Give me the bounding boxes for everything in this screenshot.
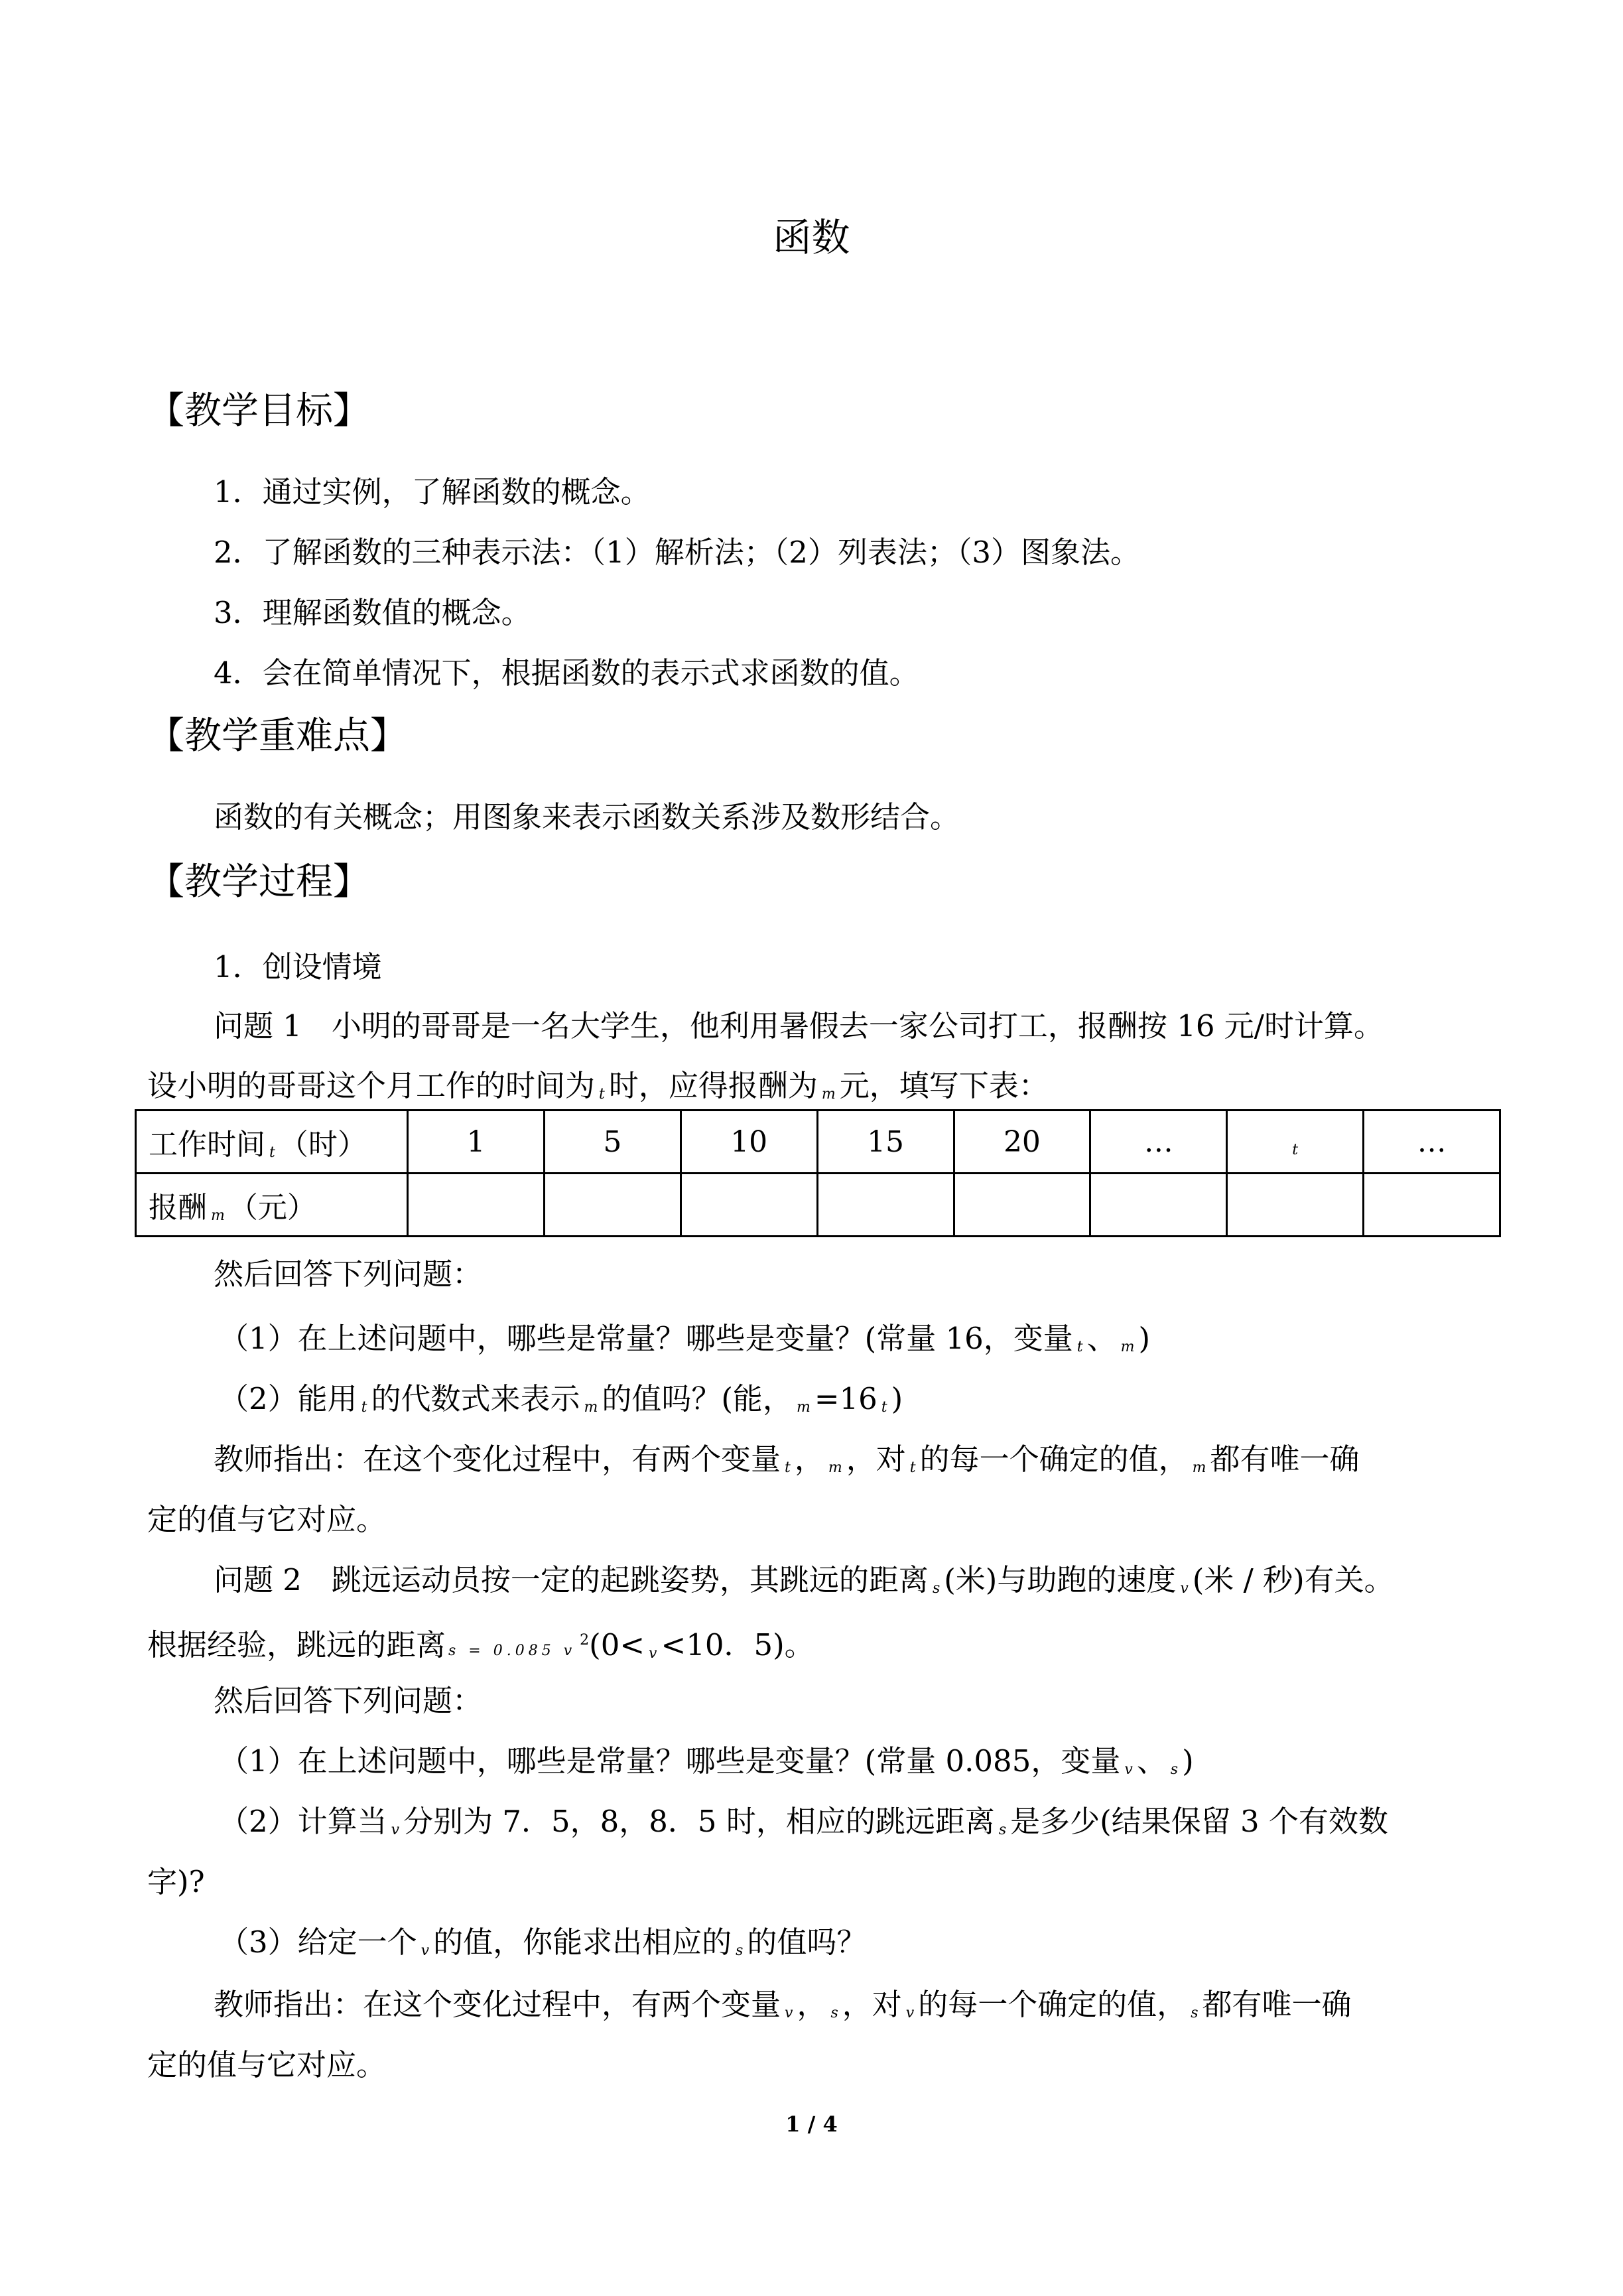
table-cell: t — [1227, 1111, 1364, 1174]
problem2-line1: 问题 2 跳远运动员按一定的起跳姿势，其跳远的距离 s (米)与助跑的速度 v (米 / 秒)有关。 — [214, 1562, 1394, 1597]
wage-table — [135, 1109, 1501, 1237]
goal-item-4: 4．会在简单情况下，根据函数的表示式求函数的值。 — [214, 655, 919, 691]
problem2-line2: 根据经验，跳远的距离 s = 0.085 $v^2(0< v <10$．5)。 — [147, 1627, 814, 1662]
problem2-teacher-note-cont: 定的值与它对应。 — [147, 2047, 387, 2082]
table-cell: 15 — [817, 1111, 954, 1174]
table-cell-empty — [1364, 1174, 1500, 1237]
problem1-line2: 设小明的哥哥这个月工作的时间为 t 时，应得报酬为 m 元，填写下表： — [147, 1068, 1049, 1103]
goal-item-1: 1．通过实例，了解函数的概念。 — [214, 474, 651, 509]
section-heading-process: 【教学过程】 — [147, 860, 370, 904]
problem1-answer-intro: 然后回答下列问题： — [214, 1256, 483, 1292]
table-cell: 1 — [408, 1111, 545, 1174]
table-row — [136, 1174, 1500, 1237]
problem2-question-2: （2）计算当 v 分别为 7．5，8，8．5 时，相应的跳远距离 s 是多少(结果保留 3 个有效数 — [219, 1804, 1388, 1839]
table-cell-empty — [954, 1174, 1090, 1237]
problem2-question-2-cont: 字)? — [147, 1864, 205, 1899]
table-cell-empty — [1090, 1174, 1227, 1237]
goal-item-2: 2．了解函数的三种表示法：（1）解析法；（2）列表法；（3）图象法。 — [214, 535, 1141, 570]
row-label-pay: 报酬 m （元） — [136, 1174, 408, 1237]
process-step-1: 1．创设情境 — [214, 949, 382, 984]
table-cell-empty — [544, 1174, 681, 1237]
formula: s = 0.085 v — [448, 1643, 576, 1659]
table-cell-empty — [681, 1174, 817, 1237]
section-heading-goals: 【教学目标】 — [147, 389, 370, 433]
problem2-answer-intro: 然后回答下列问题： — [214, 1683, 483, 1718]
problem1-line1: 问题 1 小明的哥哥是一名大学生，他利用暑假去一家公司打工，报酬按 16 元/时计算。 — [214, 1008, 1384, 1044]
table-row — [136, 1111, 1500, 1174]
problem2-teacher-note: 教师指出：在这个变化过程中，有两个变量 v ， s ，对 v 的每一个确定的值， s 都有唯一确 — [214, 1987, 1352, 2022]
table-cell-empty — [408, 1174, 545, 1237]
table-cell: … — [1090, 1111, 1227, 1174]
problem1-teacher-note-cont: 定的值与它对应。 — [147, 1502, 387, 1537]
var-t: t — [599, 1086, 605, 1103]
goal-item-3: 3．理解函数值的概念。 — [214, 595, 531, 630]
key-points-text: 函数的有关概念；用图象来表示函数关系涉及数形结合。 — [214, 799, 960, 835]
table-cell: … — [1364, 1111, 1500, 1174]
table-cell-empty — [817, 1174, 954, 1237]
var-m: m — [821, 1086, 836, 1103]
table-cell: 10 — [681, 1111, 817, 1174]
page-title: 函数 — [773, 215, 850, 260]
problem2-question-3: （3）给定一个 v 的值，你能求出相应的 s 的值吗？ — [219, 1925, 867, 1960]
problem2-question-1: （1）在上述问题中，哪些是常量？哪些是变量？(常量 0.085，变量 v 、 s ) — [219, 1743, 1194, 1779]
problem1-teacher-note: 教师指出：在这个变化过程中，有两个变量 t ， m ，对 t 的每一个确定的值， m 都有唯一确 — [214, 1442, 1360, 1477]
row-label-work-time: 工作时间 t （时） — [136, 1111, 408, 1174]
table-cell-empty — [1227, 1174, 1364, 1237]
problem1-question-1: （1）在上述问题中，哪些是常量？哪些是变量？(常量 16，变量 t 、 m ) — [219, 1321, 1151, 1356]
page-number: 1 / 4 — [785, 2112, 838, 2137]
table-cell: 20 — [954, 1111, 1090, 1174]
section-heading-key-points: 【教学重难点】 — [147, 714, 407, 758]
table-cell: 5 — [544, 1111, 681, 1174]
problem1-question-2: （2）能用 t 的代数式来表示 m 的值吗？(能， m =16 t ) — [219, 1381, 903, 1416]
